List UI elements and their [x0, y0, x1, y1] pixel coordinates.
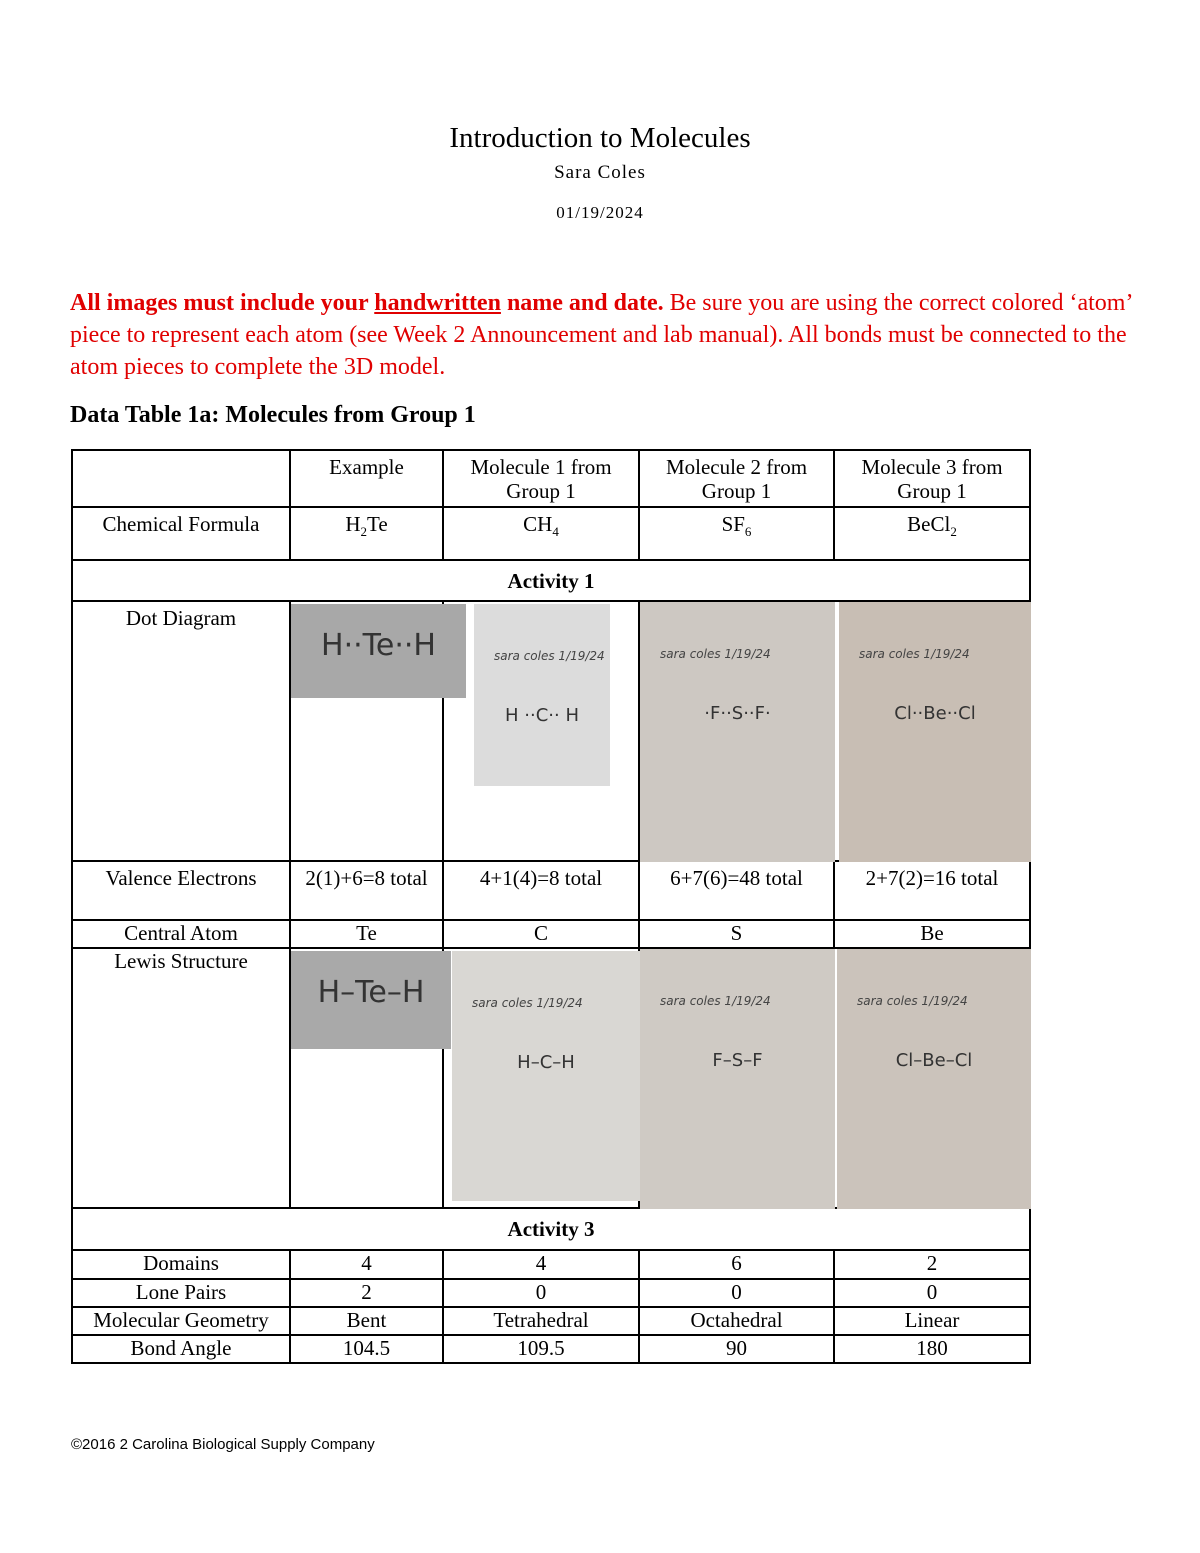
value-cell: Bent	[290, 1307, 443, 1335]
value-cell: 4+1(4)=8 total	[443, 861, 639, 920]
formula-cell	[834, 507, 1030, 560]
value-cell: 90	[639, 1335, 834, 1363]
formula-text: H	[345, 512, 361, 536]
row-label: Domains	[72, 1250, 290, 1279]
value-cell: 0	[834, 1279, 1030, 1307]
formula-text: SF	[721, 512, 745, 536]
formula-text: CH	[523, 512, 553, 536]
row-label: Lone Pairs	[72, 1279, 290, 1307]
formula-subscript: 4	[552, 524, 559, 540]
table-row	[72, 948, 1030, 1208]
row-label: Lewis Structure	[72, 948, 290, 1208]
table-row	[72, 1250, 1030, 1279]
activity-1-heading: Activity 1	[72, 560, 1030, 601]
image-cell	[443, 948, 639, 1208]
header-cell	[72, 450, 290, 507]
row-label: Molecular Geometry	[72, 1307, 290, 1335]
value-cell: 0	[443, 1279, 639, 1307]
document-title: Introduction to Molecules	[449, 122, 751, 154]
table-row	[72, 1335, 1030, 1363]
value-cell: S	[639, 920, 834, 948]
header-cell: Molecule 2 from Group 1	[639, 450, 834, 507]
document-date: 01/19/2024	[556, 203, 644, 222]
handwritten-signature: sara coles 1/19/24	[859, 647, 970, 661]
instructions-text: Be sure you are using the correct colored ‘atom’ piece to represent each atom (see Week 2 Announcement and lab manual). All bonds must be connected to the atom pieces to complete the 3D model.	[70, 290, 1132, 380]
lewis-structure-drawing: H–Te–H	[317, 975, 425, 1010]
image-cell	[290, 948, 443, 1208]
value-cell: Be	[834, 920, 1030, 948]
value-cell: 6+7(6)=48 total	[639, 861, 834, 920]
instructions	[70, 287, 1140, 383]
handwritten-signature: sara coles 1/19/24	[857, 994, 968, 1008]
lewis-structure-drawing: F–S–F	[712, 1050, 763, 1071]
dot-diagram-drawing: Cl··Be··Cl	[894, 703, 976, 724]
row-label: Bond Angle	[72, 1335, 290, 1363]
value-cell: 4	[290, 1250, 443, 1279]
formula-cell	[290, 507, 443, 560]
instructions-underlined: handwritten	[374, 290, 501, 316]
table-header-row	[72, 450, 1030, 507]
value-cell: 4	[443, 1250, 639, 1279]
footer-copyright: ©2016 2 Carolina Biological Supply Company	[71, 1436, 375, 1453]
table-row	[72, 1279, 1030, 1307]
value-cell: 2(1)+6=8 total	[290, 861, 443, 920]
row-label: Chemical Formula	[72, 507, 290, 560]
lewis-structure-photo	[837, 949, 1031, 1209]
image-cell	[834, 601, 1030, 861]
image-cell	[834, 948, 1030, 1208]
value-cell: 6	[639, 1250, 834, 1279]
value-cell: Linear	[834, 1307, 1030, 1335]
header-cell: Molecule 1 from Group 1	[443, 450, 639, 507]
handwritten-signature: sara coles 1/19/24	[472, 996, 583, 1010]
instructions-bold-2: name and date.	[500, 290, 664, 316]
image-cell	[639, 948, 834, 1208]
instructions-bold: All images must include your	[70, 290, 375, 316]
dot-diagram-drawing: ·F··S··F·	[704, 703, 771, 724]
value-cell: Te	[290, 920, 443, 948]
formula-subscript: 2	[950, 524, 957, 540]
lewis-structure-photo	[291, 951, 451, 1049]
value-cell: 2+7(2)=16 total	[834, 861, 1030, 920]
formula-cell	[443, 507, 639, 560]
row-label: Dot Diagram	[72, 601, 290, 861]
table-row	[72, 920, 1030, 948]
value-cell: 104.5	[290, 1335, 443, 1363]
table-row	[72, 601, 1030, 861]
lewis-structure-photo	[640, 949, 835, 1209]
value-cell: 109.5	[443, 1335, 639, 1363]
image-cell	[290, 601, 443, 861]
image-cell	[639, 601, 834, 861]
dot-diagram-photo	[291, 604, 466, 698]
image-cell	[443, 601, 639, 861]
row-label: Central Atom	[72, 920, 290, 948]
activity-row	[72, 1208, 1030, 1250]
dot-diagram-photo	[474, 604, 610, 786]
dot-diagram-photo	[839, 602, 1031, 862]
dot-diagram-drawing: H··Te··H	[321, 628, 436, 663]
formula-cell	[639, 507, 834, 560]
lewis-structure-drawing: H–C–H	[517, 1052, 575, 1073]
row-label: Valence Electrons	[72, 861, 290, 920]
handwritten-signature: sara coles 1/19/24	[494, 649, 605, 663]
formula-subscript: 6	[744, 524, 752, 540]
header-cell: Molecule 3 from Group 1	[834, 450, 1030, 507]
activity-row	[72, 560, 1030, 601]
table-caption: Data Table 1a: Molecules from Group 1	[70, 402, 476, 428]
formula-subscript: 2	[360, 524, 367, 540]
author-name: Sara Coles	[554, 162, 646, 183]
formula-text: Te	[366, 512, 388, 536]
data-table	[71, 449, 1031, 1364]
lewis-structure-photo	[452, 951, 640, 1201]
table-row	[72, 507, 1030, 560]
value-cell: 2	[834, 1250, 1030, 1279]
table-row	[72, 861, 1030, 920]
value-cell: 2	[290, 1279, 443, 1307]
value-cell: C	[443, 920, 639, 948]
lewis-structure-drawing: Cl–Be–Cl	[895, 1050, 973, 1071]
value-cell: 180	[834, 1335, 1030, 1363]
value-cell: 0	[639, 1279, 834, 1307]
dot-diagram-photo	[640, 602, 835, 862]
value-cell: Octahedral	[639, 1307, 834, 1335]
dot-diagram-drawing: H ··C·· H	[505, 705, 579, 726]
handwritten-signature: sara coles 1/19/24	[660, 647, 771, 661]
handwritten-signature: sara coles 1/19/24	[660, 994, 771, 1008]
formula-text: BeCl	[907, 512, 951, 536]
activity-3-heading: Activity 3	[72, 1208, 1030, 1250]
value-cell: Tetrahedral	[443, 1307, 639, 1335]
table-row	[72, 1307, 1030, 1335]
header-cell: Example	[290, 450, 443, 507]
